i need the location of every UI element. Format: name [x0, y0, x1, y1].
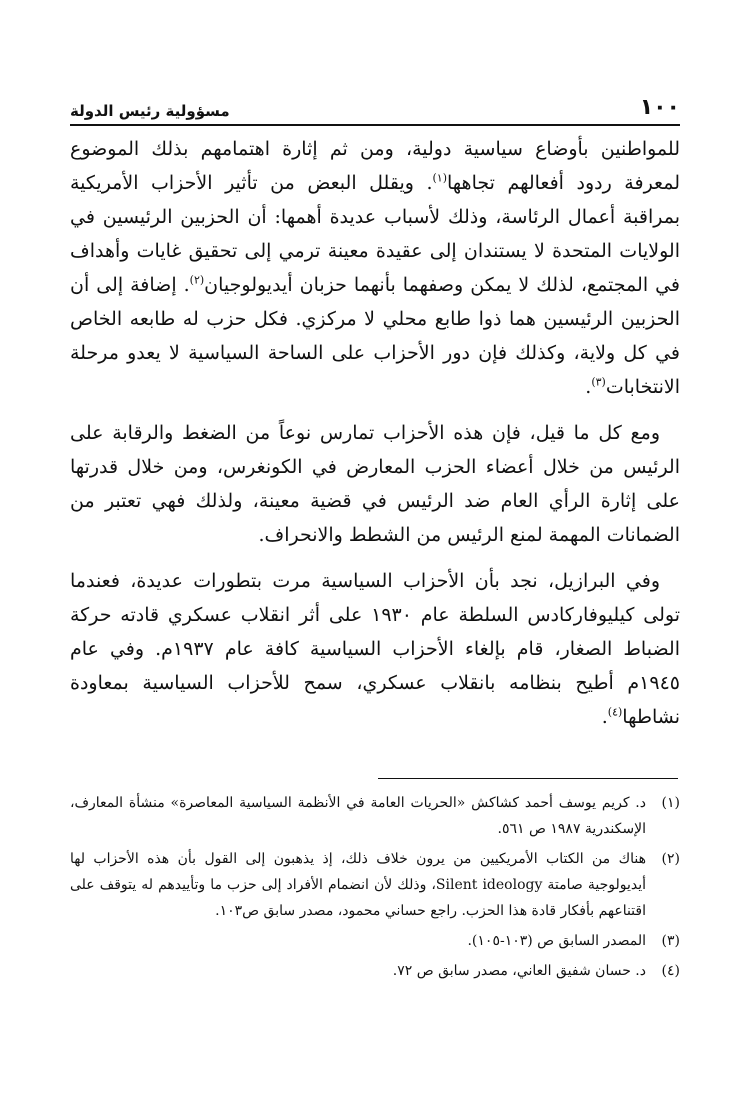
footnote-ref-1: (١) — [432, 171, 447, 185]
footnote-item — [70, 790, 680, 842]
paragraph-1-text-a: للمواطنين بأوضاع سياسية دولية، ومن ثم إثارة اهتمامهم بذلك الموضوع لمعرفة ردود أفعالهم تجاهها — [70, 138, 680, 194]
page-number: ١٠٠ — [639, 95, 680, 120]
paragraph-3 — [70, 564, 680, 734]
footnote-text: المصدر السابق ص (١٠٣-١٠٥). — [467, 933, 646, 949]
paragraph-3-text-a: وفي البرازيل، نجد بأن الأحزاب السياسية مرت بتطورات عديدة، فعندما تولى كيليوفاركادس السلطة عام ١٩٣٠ على أثر انقلاب عسكري قادته حركة الضباط الصغار، قام بإلغاء الأحزاب السياسية كافة عام ١٩٣٧م. وفي عام ١٩٤٥م أطيح بنظامه بانقلاب عسكري، سمح للأحزاب السياسية بمعاودة نشاطها — [70, 570, 681, 728]
paragraph-1-text-b: . ويقلل البعض من تأثير الأحزاب الأمريكية بمراقبة أعمال الرئاسة، وذلك لأسباب عديدة أهمها: أن الحزبين الرئيسين في الولايات المتحدة لا يستندان إلى عقيدة معينة ترمي إلى تحقيق غايات وأهداف في المجتمع، لذلك لا يمكن وصفهما بأنهما حزبان أيديولوجيان — [70, 172, 681, 296]
footnote-number: (١) — [661, 795, 680, 811]
footnote-number: (٤) — [661, 963, 680, 979]
footnote-ref-4: (٤) — [607, 705, 623, 719]
paragraph-1 — [70, 132, 680, 404]
footnote-text: د. كريم يوسف أحمد كشاكش «الحريات العامة في الأنظمة السياسية المعاصرة» منشأة المعارف، الإسكندرية ١٩٨٧ ص ٥٦١. — [70, 795, 646, 837]
running-title: مسؤولية رئيس الدولة — [70, 102, 230, 120]
footnote-text: د. حسان شفيق العاني، مصدر سابق ص ٧٢. — [392, 963, 646, 979]
footnote-number: (٢) — [661, 851, 680, 867]
footnote-text: هناك من الكتاب الأمريكيين من يرون خلاف ذلك، إذ يذهبون إلى القول بأن هذه الأحزاب لها أيديولوجية صامتة Silent ideology، وذلك لأن انضمام الأفراد إلى حزب ما وتأييدهم له يتوقف على اقتناعهم بأفكار قادة هذا الحزب. راجع حساني محمود، مصدر سابق ص١٠٣. — [70, 851, 646, 919]
footnote-ref-2: (٢) — [189, 273, 205, 287]
paragraph-2: ومع كل ما قيل، فإن هذه الأحزاب تمارس نوعاً من الضغط والرقابة على الرئيس من خلال أعضاء الحزب المعارض في الكونغرس، ومن خلال قدرتها على إثارة الرأي العام ضد الرئيس في قضية معينة، ولذلك فهي تعتبر من الضمانات المهمة لمنع الرئيس من الشطط والانحراف. — [70, 422, 680, 546]
footnote-item — [70, 958, 680, 984]
footnote-item — [70, 846, 680, 924]
paragraph-1-text-d: . — [585, 376, 592, 398]
footnote-number: (٣) — [661, 933, 680, 949]
footnote-separator — [378, 778, 678, 779]
header-rule — [70, 124, 680, 126]
footnote-item — [70, 928, 680, 954]
footnote-ref-3: (٣) — [591, 375, 606, 389]
footnotes — [70, 790, 680, 988]
page-header — [70, 90, 680, 120]
paragraph-3-text-b: . — [601, 706, 608, 728]
paragraph-1-text-c: . إضافة إلى أن الحزبين الرئيسين هما ذوا طابع محلي لا مركزي. فكل حزب له طابعه الخاص في كل ولاية، وكذلك فإن دور الأحزاب على الساحة السياسية لا يعدو مرحلة الانتخابات — [70, 274, 680, 398]
main-text — [70, 132, 680, 746]
